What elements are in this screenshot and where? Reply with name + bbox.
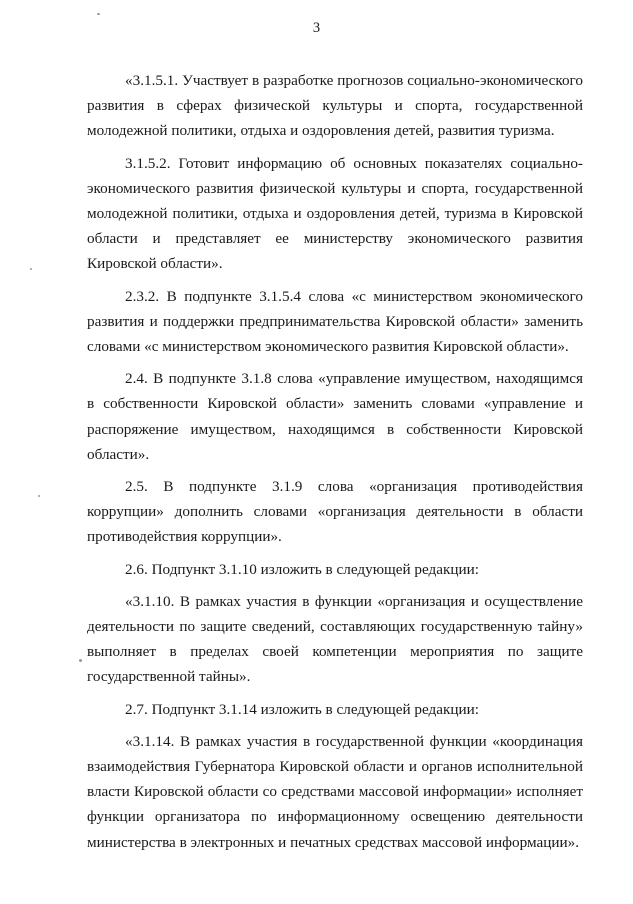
page-number: 3: [312, 20, 321, 36]
paragraph-3-1-5-1: «3.1.5.1. Участвует в разработке прогнозов социально-экономического развития в сферах физической культуры и спорта, государственной молодежной политики, отдыха и оздоровления детей, развития туризма.: [87, 72, 583, 140]
scan-speck: [79, 659, 82, 662]
paragraph-2-3-2: 2.3.2. В подпункте 3.1.5.4 слова «с министерством экономического развития и поддержки предпринимательства Кировской области» заменить словами «с министерством экономического развития Кировской области».: [87, 287, 583, 356]
paragraph-2-4: 2.4. В подпункте 3.1.8 слова «управление имуществом, находящимся в собственности Кировской области» заменить словами «управление и распоряжение имуществом, находящимся в собственности Кировской области».: [87, 370, 583, 463]
paragraph-2-5: 2.5. В подпункте 3.1.9 слова «организация противодействия коррупции» дополнить словами «организация деятельности в области противодействия коррупции».: [87, 478, 583, 546]
scan-speck: [38, 495, 40, 497]
paragraph-2-6: 2.6. Подпункт 3.1.10 изложить в следующей редакции:: [125, 560, 479, 578]
scan-speck: [30, 268, 32, 270]
paragraph-3-1-14: «3.1.14. В рамках участия в государственной функции «координация взаимодействия Губернатора Кировской области и органов исполнительной власти Кировской области со средствами массовой информации» исполняет функции организатора по информационному освещению деятельности министерства в электронных и печатных средствах массовой информации».: [87, 732, 583, 851]
document-body: [87, 68, 583, 862]
paragraph-3-1-5-2: 3.1.5.2. Готовит информацию об основных показателях социально-экономического развития физической культуры и спорта, государственной молодежной политики, отдыха и оздоровления детей, туризма в Кировской области и представляет ее министерству экономического развития Кировской области».: [87, 154, 583, 273]
scan-speck: [97, 13, 100, 15]
paragraph-2-7: 2.7. Подпункт 3.1.14 изложить в следующей редакции:: [125, 700, 479, 718]
paragraph-3-1-10: «3.1.10. В рамках участия в функции «организация и осуществление деятельности по защите сведений, составляющих государственную тайну» выполняет в пределах своей компетенции мероприятия по защите государственной тайны».: [87, 592, 583, 686]
